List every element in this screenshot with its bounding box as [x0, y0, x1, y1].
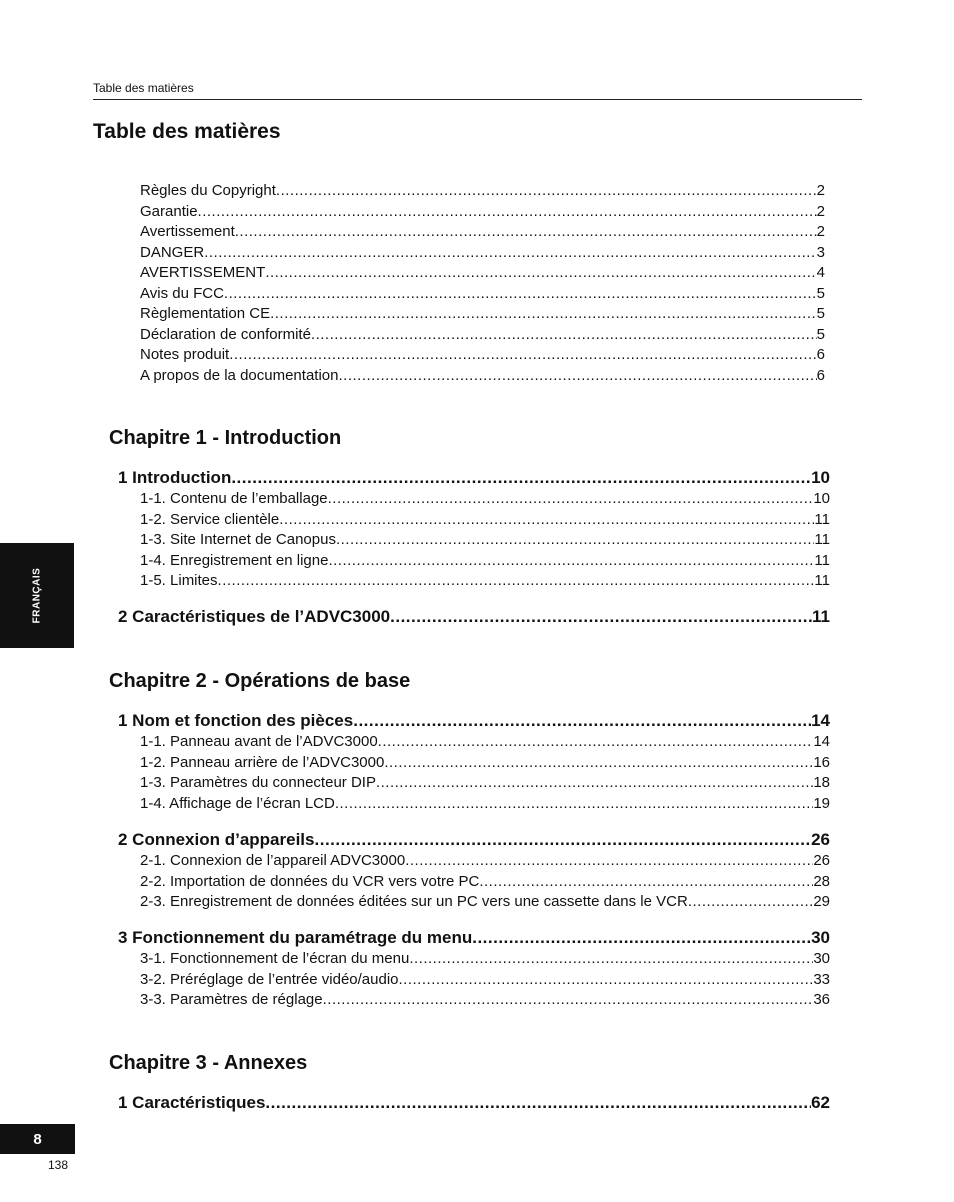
toc-section-entry[interactable]: 1 Caractéristiques ..... 62 — [118, 1092, 830, 1114]
chapter-title: Chapitre 1 - Introduction — [109, 427, 342, 449]
toc-subentry[interactable]: 2-3. Enregistrement de données éditées sur un PC vers une cassette dans le VCR ..... 29 — [140, 892, 830, 913]
toc-subentry[interactable]: 1-1. Contenu de l’emballage ..... 10 — [140, 489, 830, 510]
toc-entry[interactable]: Avertissement ..... 2 — [140, 222, 825, 243]
running-header: Table des matières — [93, 81, 194, 95]
language-tab-label: FRANÇAIS — [31, 567, 43, 624]
toc-subentry[interactable]: 1-2. Service clientèle ..... 11 — [140, 510, 830, 531]
chapter-2-section-3 — [118, 927, 830, 1011]
toc-subentry[interactable]: 1-3. Paramètres du connecteur DIP ..... 18 — [140, 773, 830, 794]
toc-subentry[interactable]: 1-4. Affichage de l’écran LCD ..... 19 — [140, 794, 830, 815]
toc-subentry[interactable]: 1-3. Site Internet de Canopus ..... 11 — [140, 530, 830, 551]
toc-subentry[interactable]: 3-2. Préréglage de l’entrée vidéo/audio ..... 33 — [140, 970, 830, 991]
page-number: 138 — [48, 1158, 69, 1172]
toc-subentry[interactable]: 3-1. Fonctionnement de l’écran du menu ..... 30 — [140, 949, 830, 970]
toc-entry[interactable]: A propos de la documentation ..... 6 — [140, 366, 825, 387]
toc-subentry[interactable]: 2-1. Connexion de l’appareil ADVC3000 ..... 26 — [140, 851, 830, 872]
chapter-title: Chapitre 2 - Opérations de base — [109, 670, 411, 692]
toc-entry[interactable]: Déclaration de conformité ..... 5 — [140, 325, 825, 346]
toc-subentry[interactable]: 2-2. Importation de données du VCR vers votre PC ..... 28 — [140, 872, 830, 893]
toc-section-entry[interactable]: 2 Connexion d’appareils ..... 26 — [118, 829, 830, 851]
toc-entry[interactable]: AVERTISSEMENT ..... 4 — [140, 263, 825, 284]
toc-section-entry[interactable]: 1 Introduction ..... 10 — [118, 467, 830, 489]
chapter-page-badge: 8 — [0, 1124, 75, 1154]
front-matter-list — [140, 181, 825, 386]
toc-subentry[interactable]: 1-1. Panneau avant de l’ADVC3000 ..... 14 — [140, 732, 830, 753]
toc-subentry[interactable]: 1-4. Enregistrement en ligne ..... 11 — [140, 551, 830, 572]
header-rule — [93, 99, 862, 100]
toc-entry[interactable]: Garantie ..... 2 — [140, 202, 825, 223]
toc-section-entry[interactable]: 3 Fonctionnement du paramétrage du menu ..... 30 — [118, 927, 830, 949]
chapter-1-entries-2 — [118, 606, 830, 628]
chapter-2-section-1 — [118, 710, 830, 814]
toc-entry[interactable]: Avis du FCC ..... 5 — [140, 284, 825, 305]
toc-subentry[interactable]: 1-5. Limites ..... 11 — [140, 571, 830, 592]
page-title: Table des matières — [93, 120, 281, 143]
toc-section-entry[interactable]: 1 Nom et fonction des pièces ..... 14 — [118, 710, 830, 732]
toc-entry[interactable]: Notes produit ..... 6 — [140, 345, 825, 366]
chapter-1-entries — [118, 467, 830, 592]
chapter-2-section-2 — [118, 829, 830, 913]
toc-entry[interactable]: DANGER ..... 3 — [140, 243, 825, 264]
toc-subentry[interactable]: 3-3. Paramètres de réglage ..... 36 — [140, 990, 830, 1011]
toc-section-entry[interactable]: 2 Caractéristiques de l’ADVC3000 ..... 11 — [118, 606, 830, 628]
toc-entry[interactable]: Règles du Copyright ..... 2 — [140, 181, 825, 202]
toc-entry[interactable]: Règlementation CE ..... 5 — [140, 304, 825, 325]
chapter-3-entries — [118, 1092, 830, 1114]
language-tab — [0, 543, 74, 648]
chapter-title: Chapitre 3 - Annexes — [109, 1052, 308, 1074]
toc-subentry[interactable]: 1-2. Panneau arrière de l’ADVC3000 ..... 16 — [140, 753, 830, 774]
